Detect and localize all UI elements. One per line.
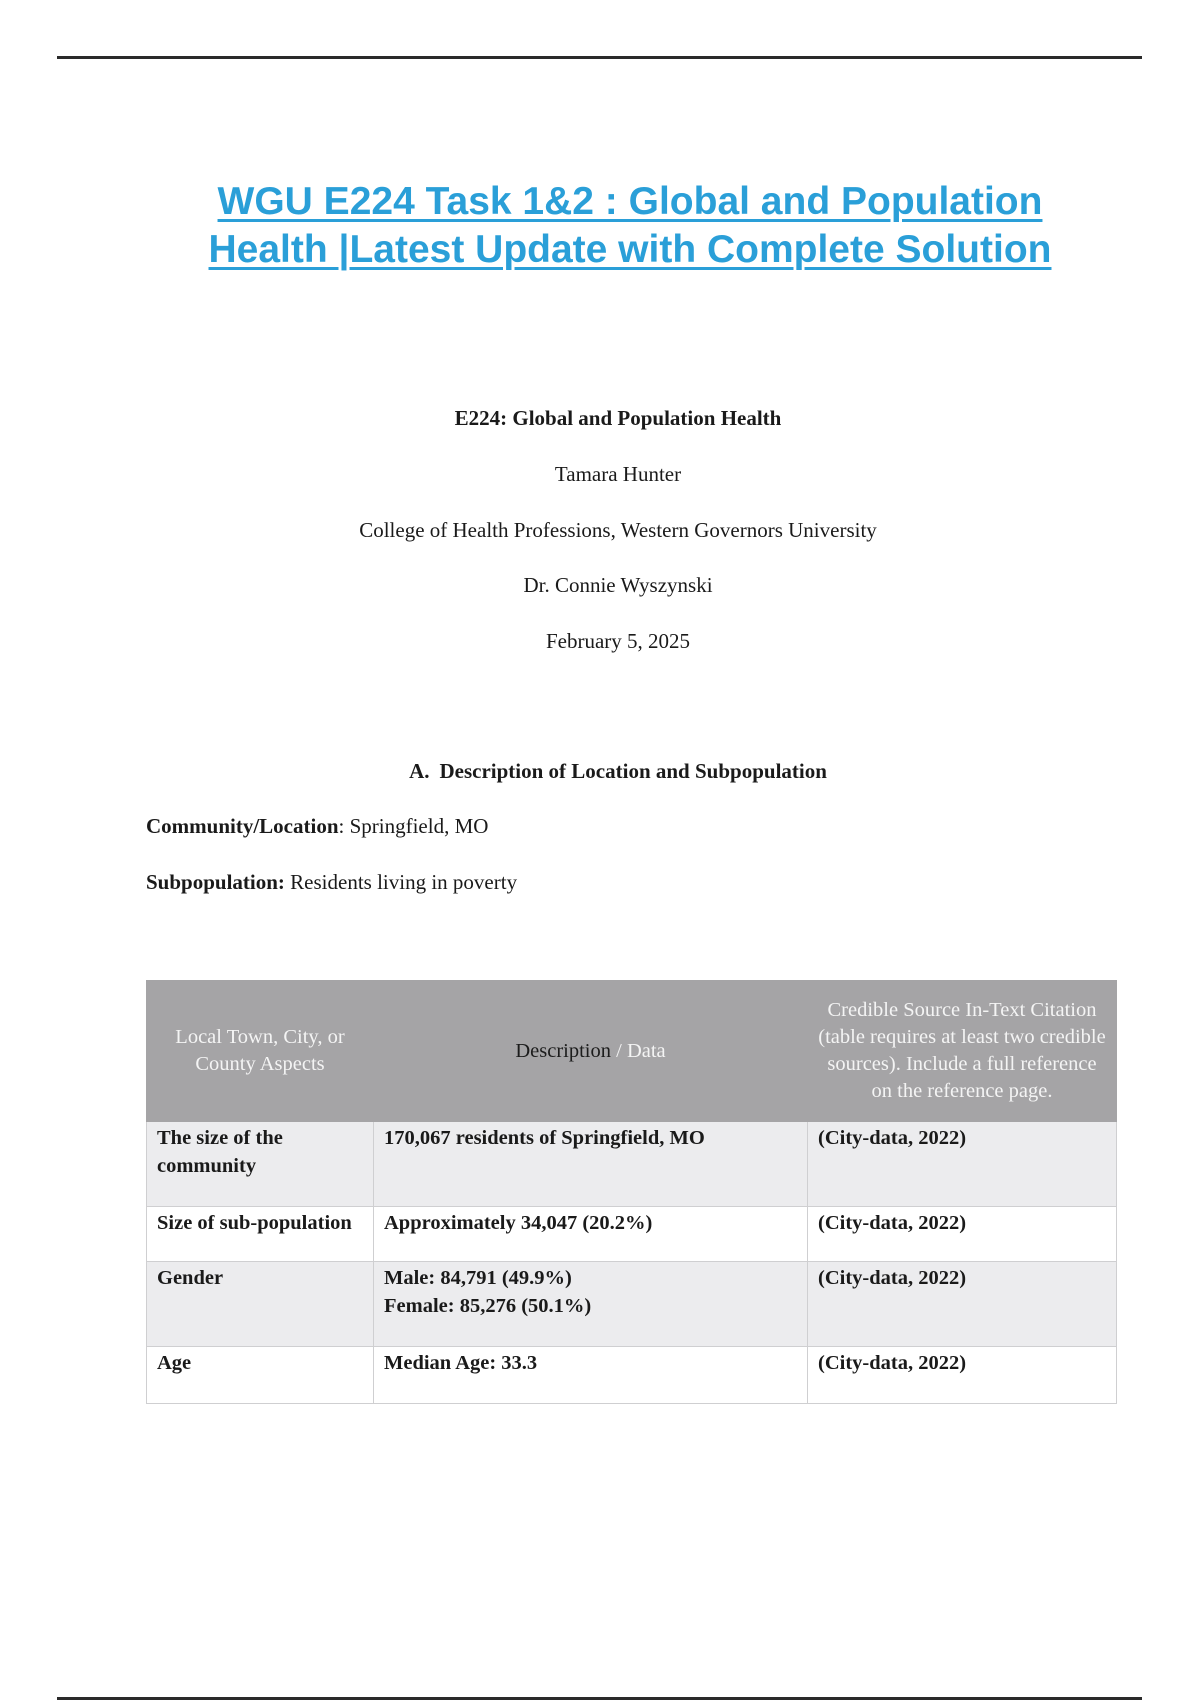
submission-date: February 5, 2025 (545, 629, 691, 653)
banner-title-line-2: Health |Latest Update with Complete Solution (208, 228, 1052, 271)
cell-aspect: Size of sub-population (147, 1207, 374, 1262)
cell-description: Median Age: 33.3 (374, 1347, 808, 1404)
subpopulation (146, 870, 517, 895)
course-title: E224: Global and Population Health (454, 406, 782, 430)
table-header-row (147, 981, 1117, 1122)
cell-citation: (City-data, 2022) (808, 1122, 1117, 1207)
cell-description: Approximately 34,047 (20.2%) (374, 1207, 808, 1262)
banner-title-line-1: WGU E224 Task 1&2 : Global and Population (217, 180, 1043, 223)
table-row (147, 1262, 1117, 1347)
header-description-light: / Data (611, 1039, 666, 1062)
section-title: Description of Location and Subpopulation (439, 759, 827, 783)
table-row (147, 1207, 1117, 1262)
subpopulation-value: Residents living in poverty (284, 870, 518, 894)
cell-citation: (City-data, 2022) (808, 1262, 1117, 1347)
banner-title-link[interactable] (209, 180, 1052, 271)
community-location (146, 814, 488, 839)
cell-aspect: Gender (147, 1262, 374, 1347)
section-number: A. (409, 759, 430, 783)
community-data-table (146, 980, 1117, 1404)
community-label: Community/Location (146, 814, 339, 838)
cell-aspect: The size of the community (147, 1122, 374, 1207)
cell-description (374, 1262, 808, 1347)
author-name: Tamara Hunter (554, 462, 682, 486)
table-row (147, 1122, 1117, 1207)
header-citation: Credible Source In-Text Citation (table requires at least two credible sources). Include a full reference on the reference page. (808, 981, 1117, 1122)
college-name: College of Health Professions, Western Governors University (359, 518, 877, 542)
cell-citation: (City-data, 2022) (808, 1207, 1117, 1262)
header-rule (57, 56, 1142, 59)
gender-male: Male: 84,791 (49.9%) (384, 1267, 572, 1289)
section-a-heading (0, 759, 1200, 784)
cell-aspect: Age (147, 1347, 374, 1404)
header-description (374, 981, 808, 1122)
instructor-name: Dr. Connie Wyszynski (523, 573, 713, 597)
community-value: : Springfield, MO (338, 814, 489, 838)
header-description-dark: Description (515, 1039, 611, 1062)
subpopulation-label: Subpopulation: (146, 870, 285, 894)
document-banner-title[interactable] (170, 178, 1090, 274)
gender-female: Female: 85,276 (50.1%) (384, 1295, 592, 1317)
cell-citation: (City-data, 2022) (808, 1347, 1117, 1404)
table-row (147, 1347, 1117, 1404)
cell-description: 170,067 residents of Springfield, MO (374, 1122, 808, 1207)
header-aspects: Local Town, City, or County Aspects (147, 981, 374, 1122)
